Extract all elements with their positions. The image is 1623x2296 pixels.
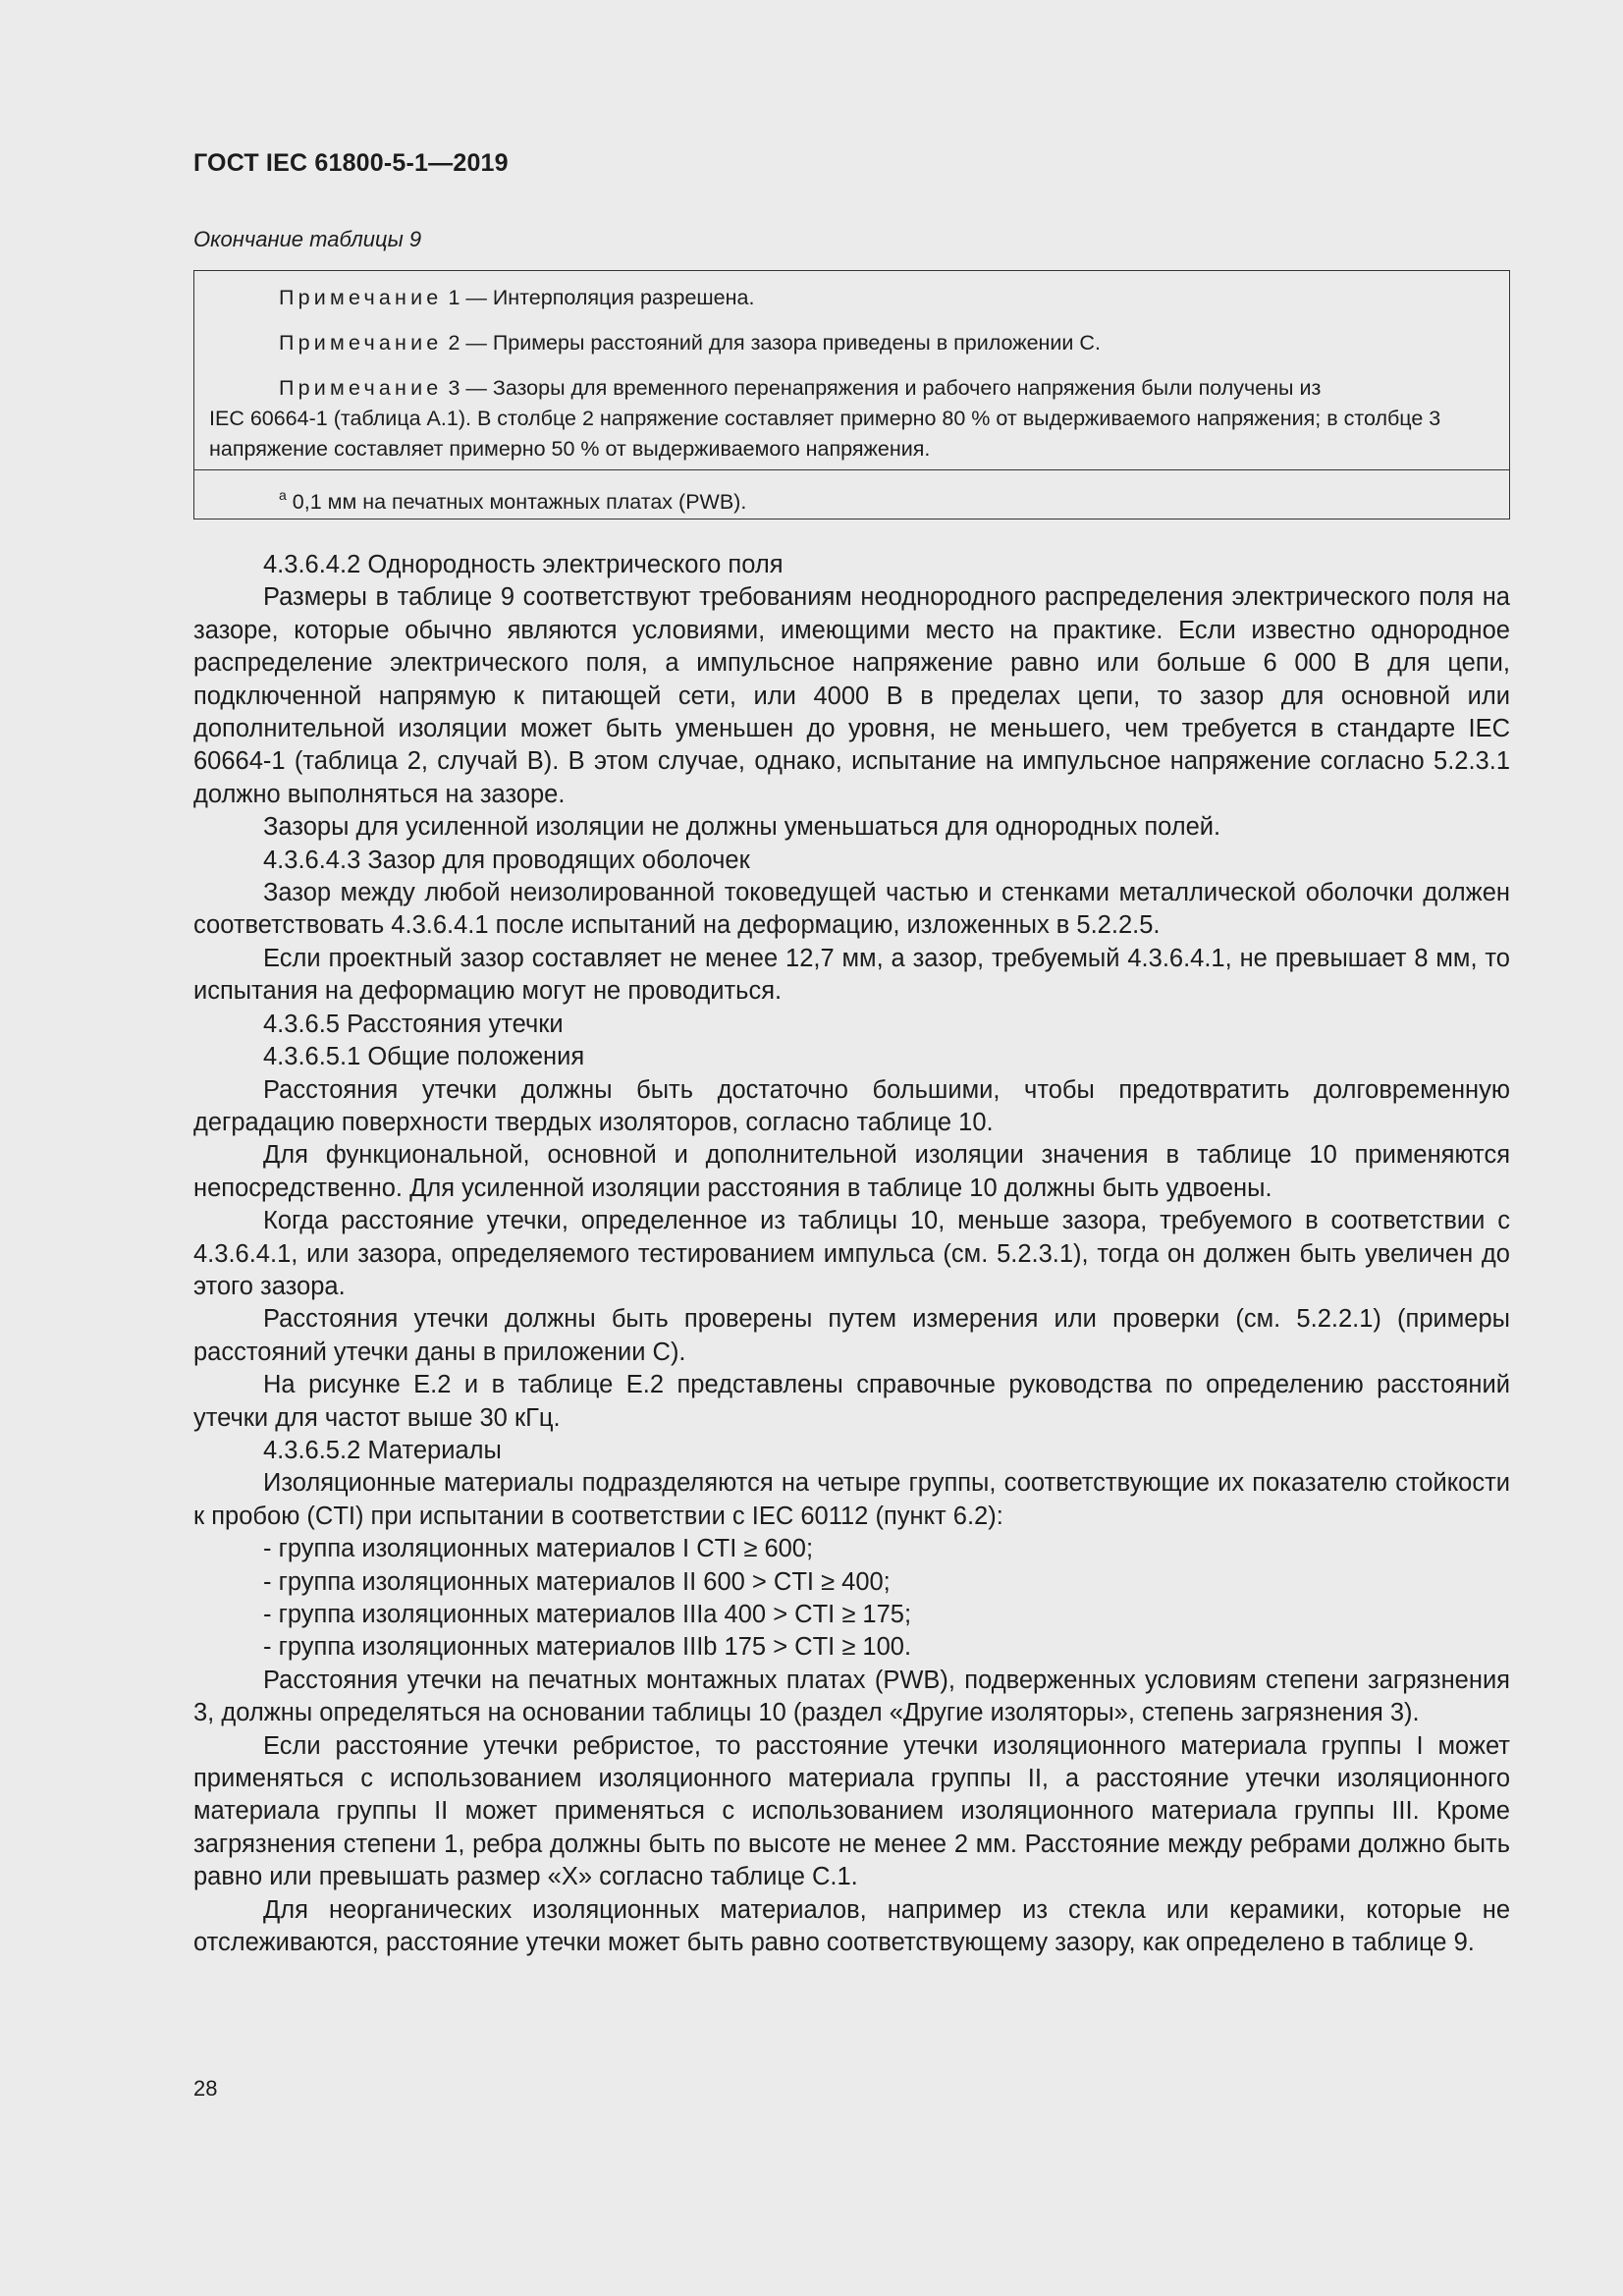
- paragraph: Расстояния утечки на печатных монтажных платах (PWB), подверженных условиям степени загрязнения 3, должны определяться на основании таблицы 10 (раздел «Другие изоляторы», степень загрязнения 3).: [193, 1666, 1510, 1727]
- note-text: 1 — Интерполяция разрешена.: [448, 286, 755, 309]
- note-continuation: IEC 60664-1 (таблица А.1). В столбце 2 напряжение составляет примерно 80 % от выдерживаемого напряжения; в столбце 3 напряжение составляет примерно 50 % от выдерживаемого напряжения.: [209, 407, 1441, 461]
- footnote-text: 0,1 мм на печатных монтажных платах (PWB).: [292, 490, 747, 514]
- note-label: Примечание: [279, 376, 443, 400]
- paragraph: Если расстояние утечки ребристое, то расстояние утечки изоляционного материала группы I может применяться с использованием изоляционного материала группы II, а расстояние утечки изоляционного материала группы II может применяться с использованием изоляционного материала группы III. Кроме загрязнения степени 1, ребра должны быть по высоте не менее 2 мм. Расстояние между ребрами должно быть равно или превышать размер «Х» согласно таблице С.1.: [193, 1731, 1510, 1891]
- section-heading: 4.3.6.4.2 Однородность электрического поля: [263, 551, 784, 578]
- footnote-mark: a: [279, 487, 287, 503]
- table-note-2: [279, 328, 1101, 358]
- paragraph: Изоляционные материалы подразделяются на четыре группы, соответствующие их показателю стойкости к пробою (CTI) при испытании в соответствии с IEC 60112 (пункт 6.2):: [193, 1469, 1510, 1530]
- note-label: Примечание: [279, 331, 443, 355]
- paragraph: Размеры в таблице 9 соответствуют требованиям неоднородного распределения электрического поля на зазоре, которые обычно являются условиями, имеющими место на практике. Если известно однородное распределение электрического поля, а импульсное напряжение равно или больше 6 000 В для цепи, подключенной напрямую к питающей сети, или 4000 В в пределах цепи, то зазор для основной или дополнительной изоляции может быть уменьшен до уровня, не меньшего, чем требуется в стандарте IEC 60664-1 (таблица 2, случай В). В этом случае, однако, испытание на импульсное напряжение согласно 5.2.3.1 должно выполняться на зазоре.: [193, 583, 1510, 808]
- paragraph: Расстояния утечки должны быть достаточно большими, чтобы предотвратить долговременную деградацию поверхности твердых изоляторов, согласно таблице 10.: [193, 1075, 1510, 1136]
- paragraph: Если проектный зазор составляет не менее 12,7 мм, а зазор, требуемый 4.3.6.4.1, не превышает 8 мм, то испытания на деформацию могут не проводиться.: [193, 944, 1510, 1006]
- table-footnote: [279, 480, 746, 518]
- paragraph: Для неорганических изоляционных материалов, например из стекла или керамики, которые не отслеживаются, расстояние утечки может быть равно соответствующему зазору, как определено в таблице 9.: [193, 1895, 1510, 1957]
- section-heading: 4.3.6.5.1 Общие положения: [263, 1043, 585, 1071]
- list-item: - группа изоляционных материалов IIIа 400 > CTI ≥ 175;: [263, 1601, 912, 1628]
- document-header: ГОСТ IEC 61800-5-1—2019: [193, 149, 509, 177]
- body-text: [193, 549, 1510, 1959]
- list-item: - группа изоляционных материалов I CTI ≥ 600;: [263, 1535, 814, 1563]
- paragraph: Расстояния утечки должны быть проверены путем измерения или проверки (см. 5.2.2.1) (примеры расстояний утечки даны в приложении С).: [193, 1305, 1510, 1366]
- note-first-line: [209, 373, 1501, 404]
- paragraph: Зазоры для усиленной изоляции не должны уменьшаться для однородных полей.: [263, 813, 1221, 842]
- section-heading: 4.3.6.4.3 Зазор для проводящих оболочек: [263, 846, 750, 874]
- paragraph: Когда расстояние утечки, определенное из таблицы 10, меньше зазора, требуемого в соответствии с 4.3.6.4.1, или зазора, определяемого тестированием импульса (см. 5.2.3.1), тогда он должен быть увеличен до этого зазора.: [193, 1207, 1510, 1300]
- table-divider: [194, 469, 1509, 470]
- note-text: 3 — Зазоры для временного перенапряжения и рабочего напряжения были получены из: [448, 376, 1322, 400]
- paragraph: На рисунке Е.2 и в таблице Е.2 представлены справочные руководства по определению расстояний утечки для частот выше 30 кГц.: [193, 1371, 1510, 1432]
- page-number: 28: [193, 2076, 218, 2101]
- list-item: - группа изоляционных материалов II 600 > CTI ≥ 400;: [263, 1567, 891, 1596]
- note-text: 2 — Примеры расстояний для зазора приведены в приложении С.: [448, 331, 1101, 355]
- note-label: Примечание: [279, 286, 443, 309]
- paragraph: Для функциональной, основной и дополнительной изоляции значения в таблице 10 применяются непосредственно. Для усиленной изоляции расстояния в таблице 10 должны быть удвоены.: [193, 1141, 1510, 1202]
- table-caption: Окончание таблицы 9: [193, 227, 422, 251]
- table-note-1: [279, 283, 754, 313]
- paragraph: Зазор между любой неизолированной токоведущей частью и стенками металлической оболочки должен соответствовать 4.3.6.4.1 после испытаний на деформацию, изложенных в 5.2.2.5.: [193, 879, 1510, 940]
- section-heading: 4.3.6.5.2 Материалы: [263, 1436, 502, 1464]
- section-heading: 4.3.6.5 Расстояния утечки: [263, 1010, 564, 1038]
- notes-table: [193, 270, 1510, 519]
- list-item: - группа изоляционных материалов IIIb 175 > CTI ≥ 100.: [263, 1633, 912, 1662]
- table-note-3: [209, 373, 1501, 465]
